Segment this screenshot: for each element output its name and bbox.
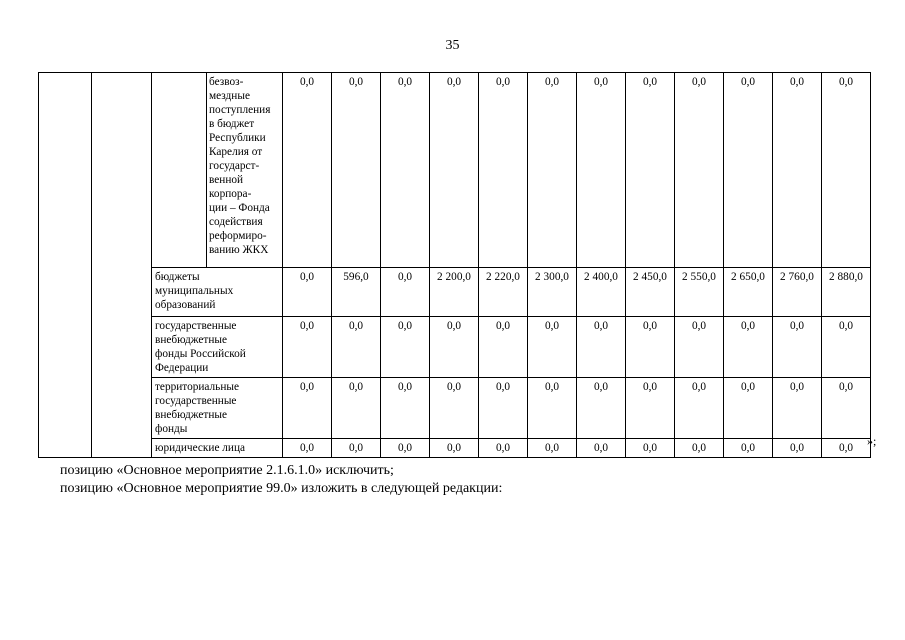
value-cell: 0,0 (577, 378, 626, 439)
label-line: Федерации (155, 362, 209, 374)
value-cell: 2 880,0 (822, 268, 871, 317)
label-line: юридические лица (155, 442, 246, 454)
value-cell: 0,0 (283, 378, 332, 439)
value-cell: 0,0 (430, 317, 479, 378)
value-cell: 0,0 (430, 378, 479, 439)
value-cell: 0,0 (332, 73, 381, 268)
value-cell: 0,0 (675, 73, 724, 268)
value-cell: 0,0 (430, 439, 479, 458)
table-row (39, 73, 871, 268)
value-cell: 0,0 (773, 439, 822, 458)
value-cell: 0,0 (822, 439, 871, 458)
source-label (152, 378, 283, 439)
value-cell: 2 650,0 (724, 268, 773, 317)
label-line: государст- (209, 160, 260, 172)
value-cell: 0,0 (626, 439, 675, 458)
source-label (207, 73, 283, 268)
label-line: образований (155, 299, 216, 311)
empty-cell (39, 73, 92, 458)
value-cell: 0,0 (479, 317, 528, 378)
value-cell: 0,0 (675, 317, 724, 378)
label-line: внебюджетные (155, 334, 228, 346)
value-cell: 0,0 (822, 378, 871, 439)
label-line: государственные (155, 320, 237, 332)
source-label (152, 317, 283, 378)
page-number: 35 (445, 38, 460, 53)
source-label (152, 439, 283, 458)
label-line: внебюджетные (155, 409, 228, 421)
value-cell: 0,0 (724, 378, 773, 439)
label-line: мездные (209, 90, 250, 102)
label-line: ванию ЖКХ (209, 244, 269, 256)
table-row (39, 317, 871, 378)
value-cell: 0,0 (724, 439, 773, 458)
label-line: ции – Фонда (209, 202, 270, 214)
value-cell: 0,0 (724, 317, 773, 378)
value-cell: 0,0 (332, 439, 381, 458)
value-cell: 2 550,0 (675, 268, 724, 317)
empty-cell (152, 73, 207, 268)
paragraph-restate-measure: позицию «Основное мероприятие 99.0» изложить в следующей редакции: (60, 481, 503, 496)
label-line: поступления (209, 104, 271, 116)
label-line: Республики (209, 132, 266, 144)
value-cell: 0,0 (381, 268, 430, 317)
value-cell: 0,0 (283, 317, 332, 378)
value-cell: 0,0 (430, 73, 479, 268)
table-row (39, 268, 871, 317)
value-cell: 0,0 (381, 73, 430, 268)
value-cell: 0,0 (381, 317, 430, 378)
label-line: государственные (155, 395, 237, 407)
budget-table (38, 72, 871, 458)
value-cell: 0,0 (577, 439, 626, 458)
value-cell: 0,0 (479, 73, 528, 268)
value-cell: 0,0 (332, 378, 381, 439)
label-line: фонды (155, 423, 188, 435)
value-cell: 0,0 (577, 317, 626, 378)
closing-quote-mark: »; (867, 434, 877, 448)
label-line: венной (209, 174, 244, 186)
value-cell: 0,0 (626, 378, 675, 439)
label-line: содействия (209, 216, 263, 228)
table-row (39, 378, 871, 439)
value-cell: 0,0 (332, 317, 381, 378)
label-line: Карелия от (209, 146, 263, 158)
value-cell: 0,0 (528, 439, 577, 458)
paragraph-exclude-measure: позицию «Основное мероприятие 2.1.6.1.0» исключить; (60, 463, 394, 478)
value-cell: 0,0 (822, 317, 871, 378)
value-cell: 0,0 (773, 317, 822, 378)
value-cell: 0,0 (381, 378, 430, 439)
label-line: корпора- (209, 188, 252, 200)
value-cell: 0,0 (283, 439, 332, 458)
value-cell: 2 450,0 (626, 268, 675, 317)
value-cell: 596,0 (332, 268, 381, 317)
value-cell: 0,0 (283, 73, 332, 268)
value-cell: 0,0 (626, 317, 675, 378)
value-cell: 0,0 (577, 73, 626, 268)
value-cell: 0,0 (773, 73, 822, 268)
table-row (39, 439, 871, 458)
value-cell: 0,0 (479, 378, 528, 439)
label-line: реформиро- (209, 230, 267, 242)
empty-cell (92, 73, 152, 458)
value-cell: 2 400,0 (577, 268, 626, 317)
source-label (152, 268, 283, 317)
value-cell: 0,0 (528, 378, 577, 439)
value-cell: 2 220,0 (479, 268, 528, 317)
value-cell: 0,0 (724, 73, 773, 268)
value-cell: 0,0 (822, 73, 871, 268)
label-line: в бюджет (209, 118, 255, 130)
value-cell: 0,0 (381, 439, 430, 458)
label-line: безвоз- (209, 76, 244, 88)
value-cell: 0,0 (675, 439, 724, 458)
label-line: фонды Российской (155, 348, 246, 360)
value-cell: 0,0 (283, 268, 332, 317)
value-cell: 2 200,0 (430, 268, 479, 317)
label-line: муниципальных (155, 285, 234, 297)
value-cell: 0,0 (773, 378, 822, 439)
label-line: территориальные (155, 381, 239, 393)
value-cell: 0,0 (479, 439, 528, 458)
value-cell: 2 300,0 (528, 268, 577, 317)
value-cell: 0,0 (528, 73, 577, 268)
value-cell: 0,0 (528, 317, 577, 378)
label-line: бюджеты (155, 271, 200, 283)
value-cell: 2 760,0 (773, 268, 822, 317)
value-cell: 0,0 (626, 73, 675, 268)
value-cell: 0,0 (675, 378, 724, 439)
